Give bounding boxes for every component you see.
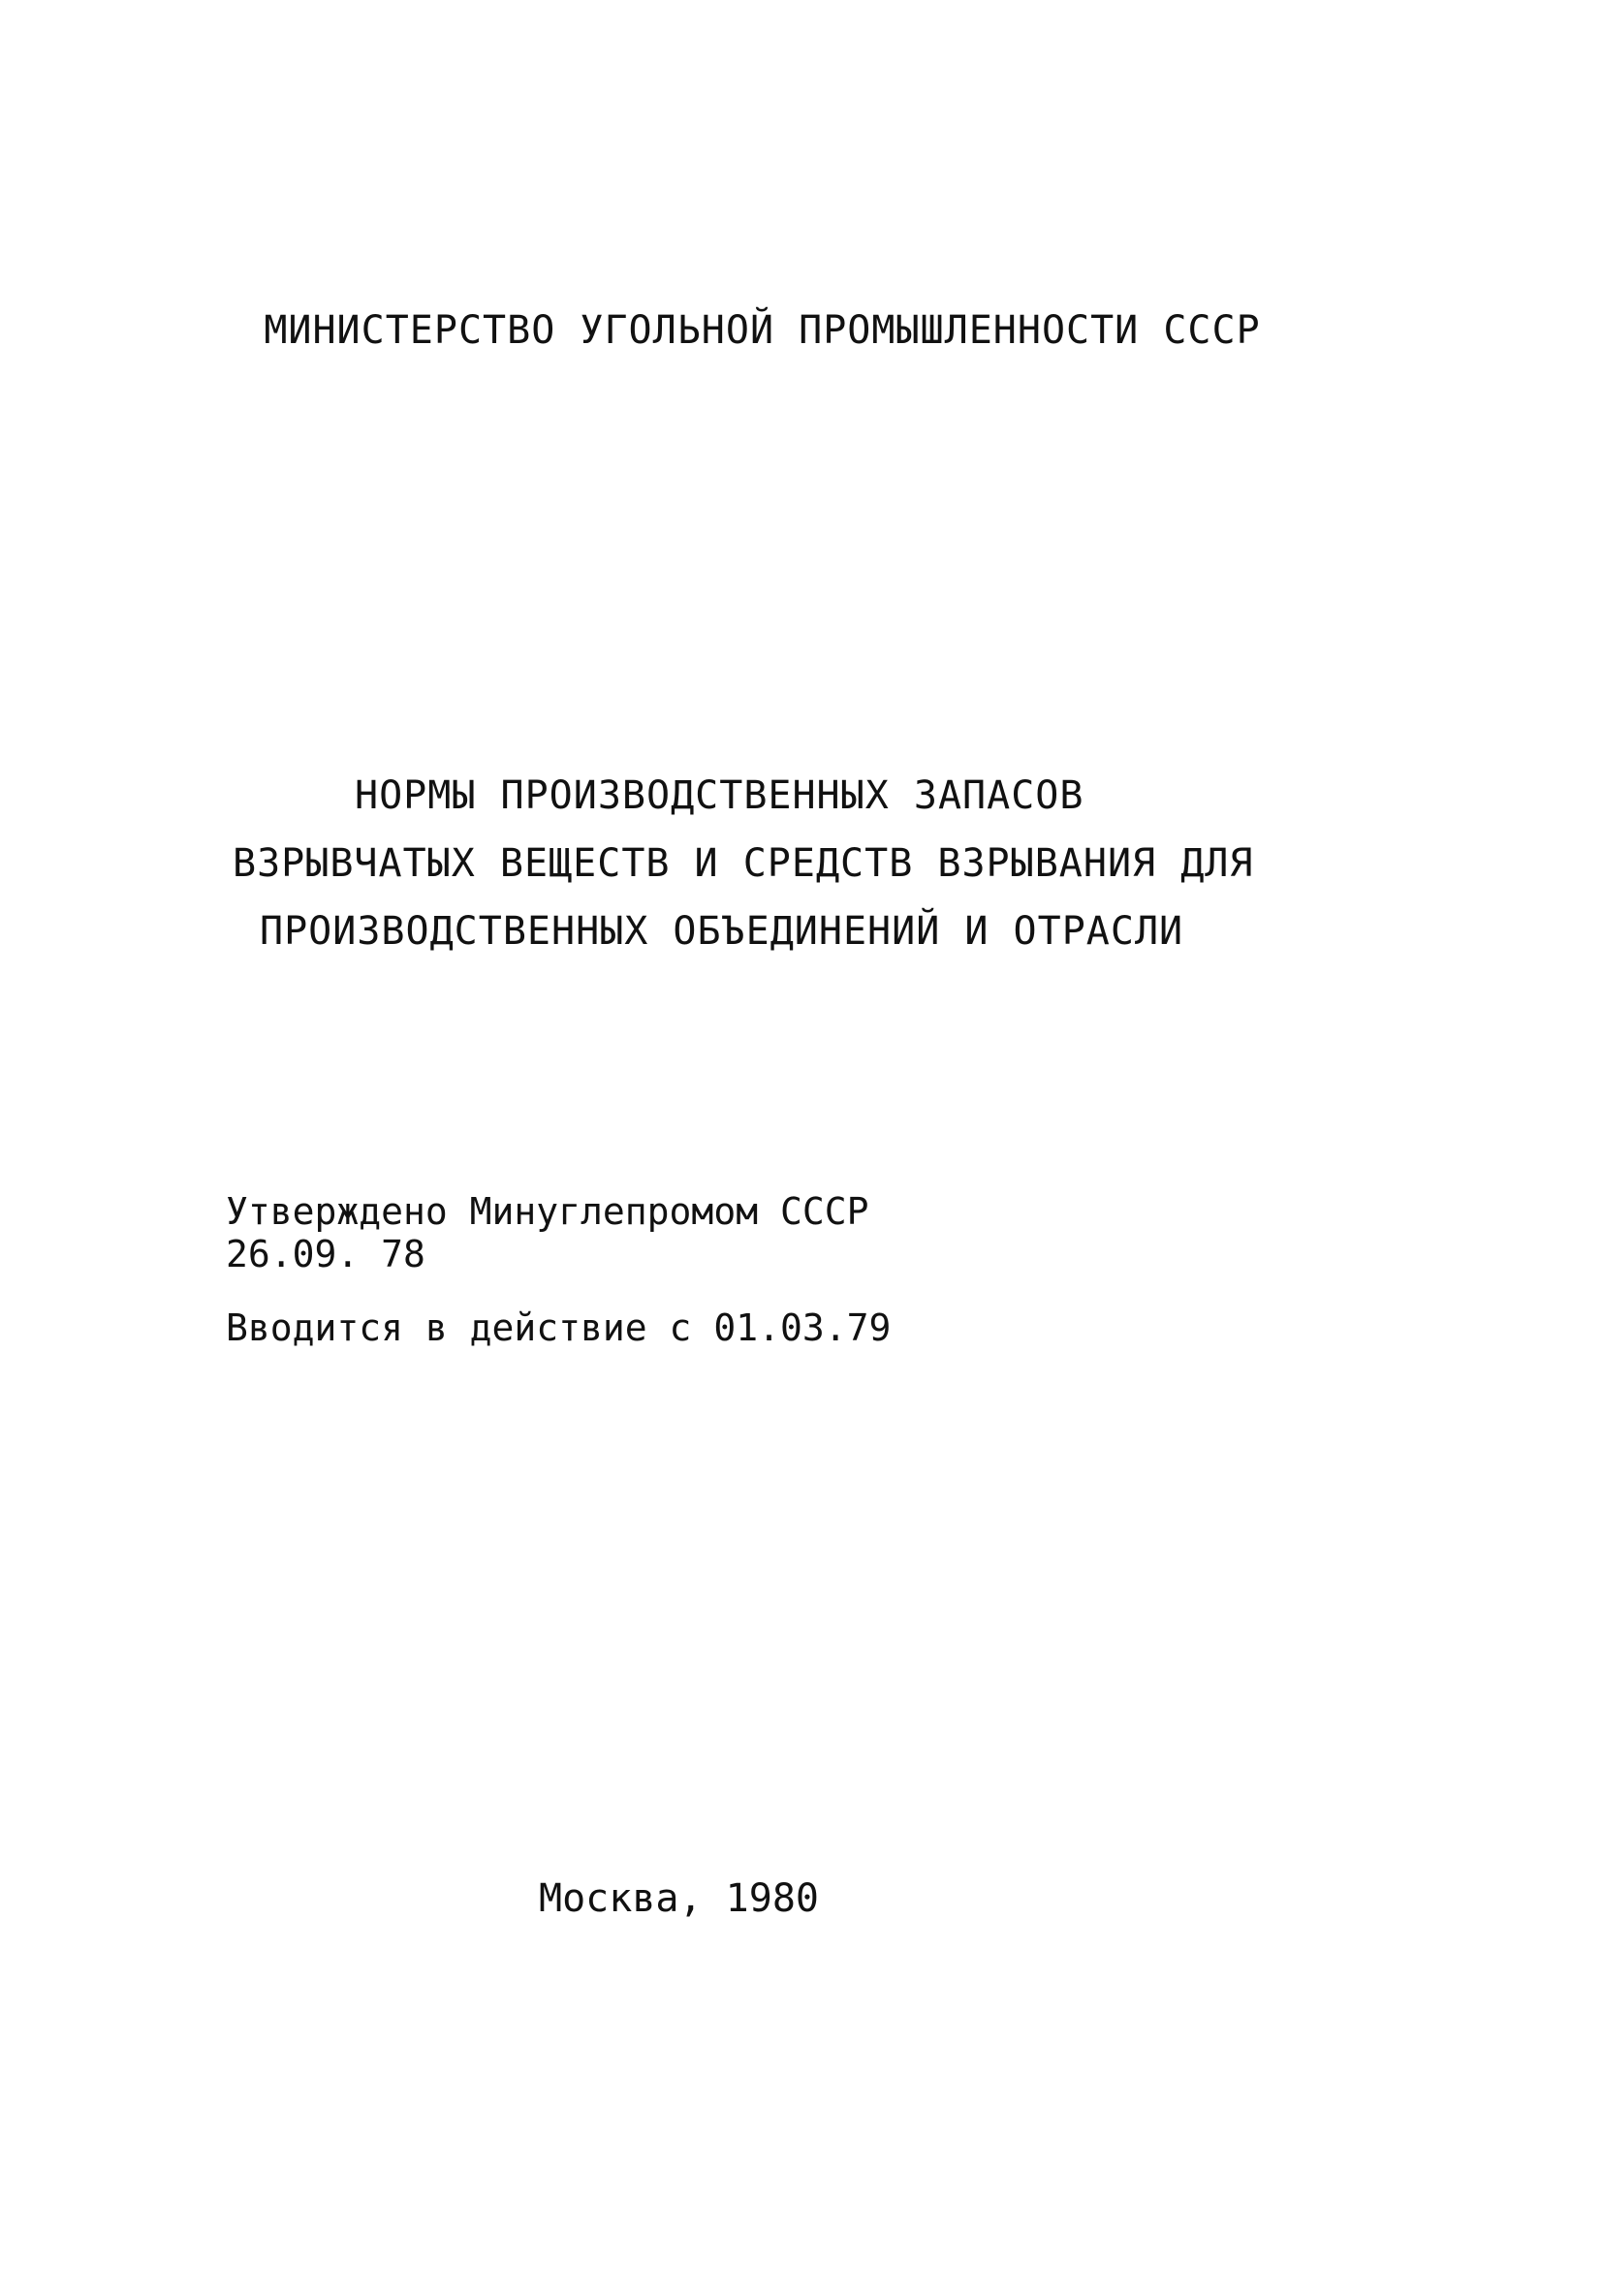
ministry-header: МИНИСТЕРСТВО УГОЛЬНОЙ ПРОМЫШЛЕННОСТИ СССР [264, 308, 1261, 353]
approval-date: 26.09. 78 [226, 1233, 425, 1275]
imprint-city-year: Москва, 1980 [539, 1876, 819, 1921]
title-line-1: НОРМЫ ПРОИЗВОДСТВЕННЫХ ЗАПАСОВ [355, 773, 1084, 818]
title-line-3: ПРОИЗВОДСТВЕННЫХ ОБЪЕДИНЕНИЙ И ОТРАСЛИ [260, 909, 1184, 954]
effective-date: Вводится в действие с 01.03.79 [226, 1306, 892, 1349]
approval-text: Утверждено Минуглепромом СССР [226, 1190, 869, 1233]
title-line-2: ВЗРЫВЧАТЫХ ВЕЩЕСТВ И СРЕДСТВ ВЗРЫВАНИЯ ДЛЯ [233, 841, 1254, 886]
approval-block [226, 1190, 868, 1275]
